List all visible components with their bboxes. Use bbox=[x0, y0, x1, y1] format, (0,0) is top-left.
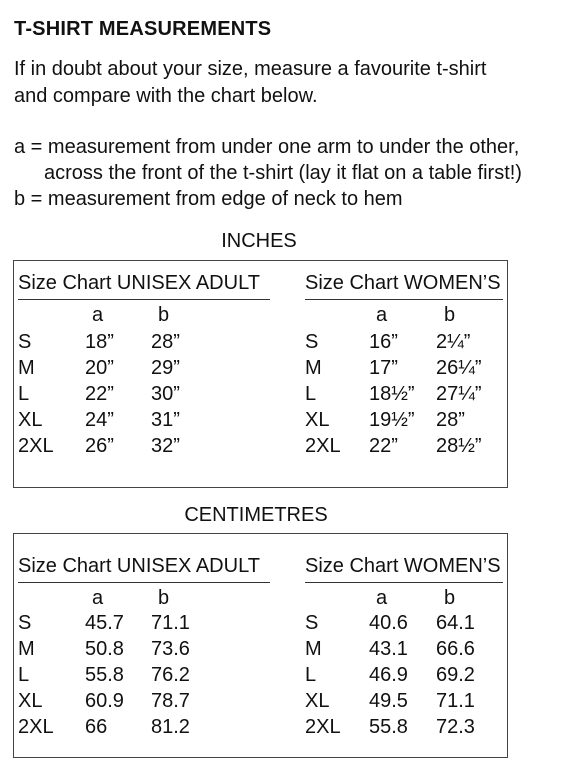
value-b: 71.1 bbox=[436, 690, 475, 712]
chart-title: Size Chart WOMEN’S bbox=[305, 555, 501, 577]
size-label: M bbox=[305, 638, 322, 660]
centimetres-heading: CENTIMETRES bbox=[184, 504, 328, 526]
value-b: 72.3 bbox=[436, 716, 475, 738]
page-title: T-SHIRT MEASUREMENTS bbox=[14, 18, 272, 40]
value-a: 55.8 bbox=[85, 664, 124, 686]
size-label: L bbox=[305, 383, 317, 405]
value-a: 60.9 bbox=[85, 690, 124, 712]
definition-a-line-1: a = measurement from under one arm to under the other, bbox=[14, 136, 520, 158]
definition-a-line-2: across the front of the t-shirt (lay it flat on a table first!) bbox=[44, 162, 522, 184]
inches-heading: INCHES bbox=[221, 230, 297, 252]
size-label: 2XL bbox=[18, 435, 54, 457]
column-header-a: a bbox=[376, 587, 388, 609]
value-b: 71.1 bbox=[151, 612, 190, 634]
size-label: 2XL bbox=[18, 716, 54, 738]
value-a: 49.5 bbox=[369, 690, 408, 712]
column-header-b: b bbox=[444, 304, 456, 326]
column-header-a: a bbox=[376, 304, 388, 326]
value-b: 66.6 bbox=[436, 638, 475, 660]
size-label: XL bbox=[305, 409, 330, 431]
value-b: 29” bbox=[151, 357, 180, 379]
value-b: 69.2 bbox=[436, 664, 475, 686]
chart-title: Size Chart UNISEX ADULT bbox=[18, 272, 260, 294]
value-b: 2¼” bbox=[436, 331, 471, 353]
intro-line-1: If in doubt about your size, measure a favourite t-shirt bbox=[14, 58, 487, 80]
value-a: 22” bbox=[85, 383, 114, 405]
value-b: 28½” bbox=[436, 435, 482, 457]
measurement-definitions bbox=[14, 134, 566, 212]
size-label: S bbox=[18, 331, 32, 353]
intro-text bbox=[14, 56, 559, 110]
size-label: S bbox=[305, 612, 319, 634]
size-label: 2XL bbox=[305, 716, 341, 738]
value-a: 66 bbox=[85, 716, 108, 738]
centimetres-size-table bbox=[13, 533, 508, 758]
value-b: 76.2 bbox=[151, 664, 190, 686]
value-a: 26” bbox=[85, 435, 114, 457]
size-label: L bbox=[18, 383, 30, 405]
size-label: M bbox=[305, 357, 322, 379]
column-header-b: b bbox=[158, 587, 170, 609]
value-b: 78.7 bbox=[151, 690, 190, 712]
value-b: 32” bbox=[151, 435, 180, 457]
size-label: XL bbox=[18, 690, 43, 712]
value-a: 19½” bbox=[369, 409, 415, 431]
value-a: 17” bbox=[369, 357, 398, 379]
value-b: 26¼” bbox=[436, 357, 482, 379]
title-divider bbox=[18, 582, 270, 583]
value-b: 28” bbox=[436, 409, 465, 431]
value-a: 46.9 bbox=[369, 664, 408, 686]
column-header-a: a bbox=[92, 304, 104, 326]
value-a: 40.6 bbox=[369, 612, 408, 634]
value-b: 28” bbox=[151, 331, 180, 353]
inches-size-table bbox=[13, 260, 508, 488]
column-header-b: b bbox=[444, 587, 456, 609]
value-b: 30” bbox=[151, 383, 180, 405]
value-a: 24” bbox=[85, 409, 114, 431]
title-divider bbox=[305, 582, 503, 583]
value-a: 55.8 bbox=[369, 716, 408, 738]
value-a: 45.7 bbox=[85, 612, 124, 634]
value-a: 22” bbox=[369, 435, 398, 457]
title-divider bbox=[305, 299, 503, 300]
size-label: 2XL bbox=[305, 435, 341, 457]
size-label: L bbox=[18, 664, 30, 686]
value-b: 31” bbox=[151, 409, 180, 431]
value-a: 50.8 bbox=[85, 638, 124, 660]
size-label: XL bbox=[305, 690, 330, 712]
size-label: M bbox=[18, 357, 35, 379]
value-b: 64.1 bbox=[436, 612, 475, 634]
intro-line-2: and compare with the chart below. bbox=[14, 85, 318, 107]
title-divider bbox=[18, 299, 270, 300]
column-header-a: a bbox=[92, 587, 104, 609]
column-header-b: b bbox=[158, 304, 170, 326]
chart-title: Size Chart WOMEN’S bbox=[305, 272, 501, 294]
size-label: L bbox=[305, 664, 317, 686]
value-a: 43.1 bbox=[369, 638, 408, 660]
value-a: 20” bbox=[85, 357, 114, 379]
value-a: 16” bbox=[369, 331, 398, 353]
chart-title: Size Chart UNISEX ADULT bbox=[18, 555, 260, 577]
definition-b: b = measurement from edge of neck to hem bbox=[14, 188, 403, 210]
size-label: XL bbox=[18, 409, 43, 431]
value-b: 73.6 bbox=[151, 638, 190, 660]
size-label: S bbox=[18, 612, 32, 634]
size-label: M bbox=[18, 638, 35, 660]
value-b: 27¼” bbox=[436, 383, 482, 405]
size-label: S bbox=[305, 331, 319, 353]
value-a: 18” bbox=[85, 331, 114, 353]
value-b: 81.2 bbox=[151, 716, 190, 738]
value-a: 18½” bbox=[369, 383, 415, 405]
